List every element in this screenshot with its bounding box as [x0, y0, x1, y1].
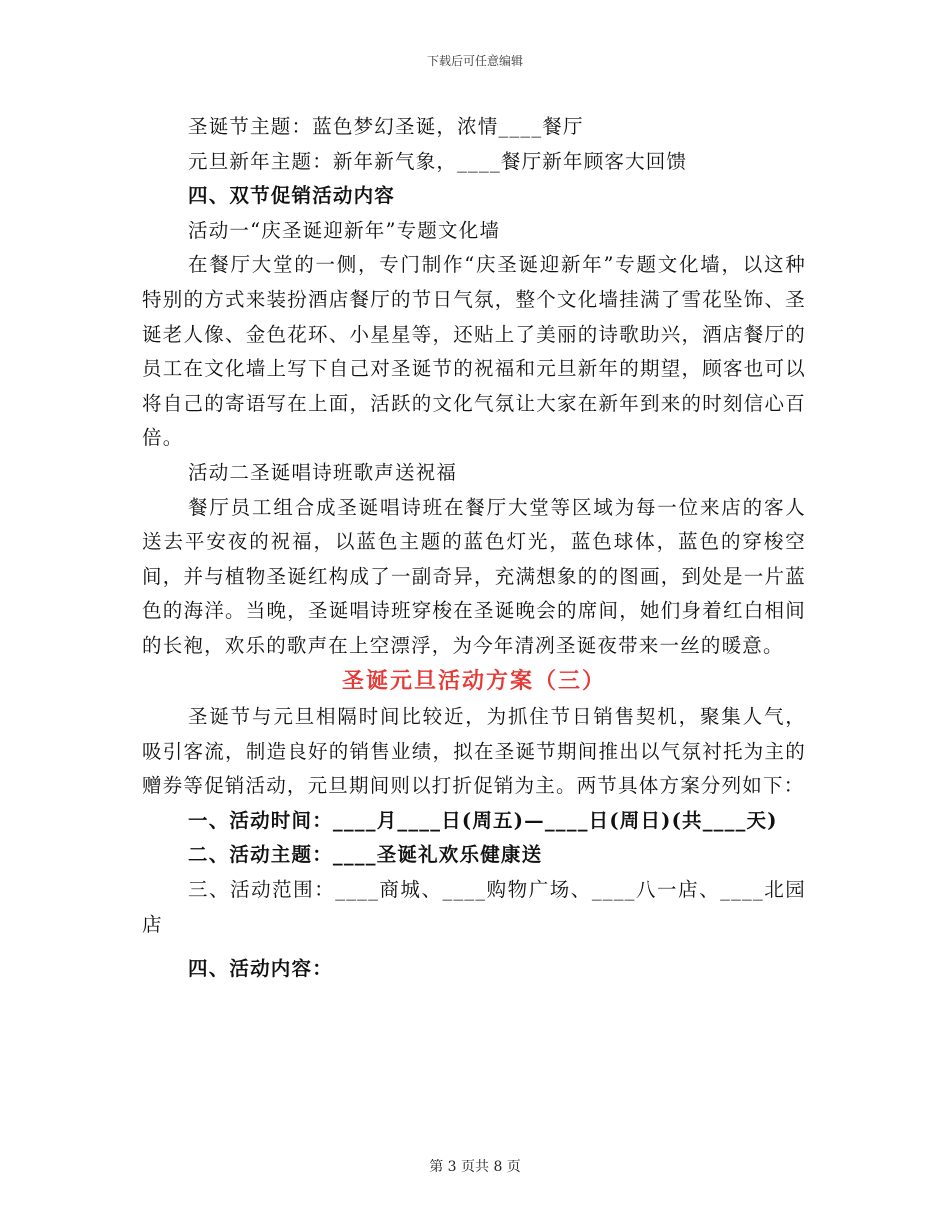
activity-two-paragraph: 餐厅员工组合成圣诞唱诗班在餐厅大堂等区域为每一位来店的客人送去平安夜的祝福，以蓝色主题的蓝色灯光，蓝色球体，蓝色的穿梭空间，并与植物圣诞红构成了一副奇异，充满想象的的图画，到处是一片蓝色的海洋。当晚，圣诞唱诗班穿梭在圣诞晚会的席间，她们身着红白相间的长袍，欢乐的歌声在上空漂浮，为今年清冽圣诞夜带来一丝的暖意。: [142, 495, 806, 657]
page-footer: 第 3 页共 8 页: [429, 1159, 521, 1175]
document-body: [142, 110, 806, 987]
plan-three-intro: 圣诞节与元旦相隔时间比较近，为抓住节日销售契机，聚集人气，吸引客流，制造良好的销售业绩，拟在圣诞节期间推出以气氛衬托为主的赠券等促销活动，元旦期间则以打折促销为主。两节具体方案分列如下：: [142, 705, 806, 798]
christmas-theme-line: 圣诞节主题：蓝色梦幻圣诞，浓情____餐厅: [188, 115, 584, 138]
activity-scope-line: 三、活动范围：____商城、____购物广场、____八一店、____北园店: [142, 878, 806, 936]
activity-time-line: 一、活动时间：____月____日(周五)—____日(周日)(共____天): [188, 808, 778, 832]
section-heading-promotions: 四、双节促销活动内容: [188, 184, 396, 208]
activity-one-paragraph: 在餐厅大堂的一侧，专门制作“庆圣诞迎新年”专题文化墙，以这种特别的方式来装扮酒店餐厅的节日气氛，整个文化墙挂满了雪花坠饰、圣诞老人像、金色花环、小星星等，还贴上了美丽的诗歌助兴，酒店餐厅的员工在文化墙上写下自己对圣诞节的祝福和元旦新年的期望，顾客也可以将自己的寄语写在上面，活跃的文化气氛让大家在新年到来的时刻信心百倍。: [142, 253, 806, 450]
new-year-theme-line: 元旦新年主题：新年新气象，____餐厅新年顾客大回馈: [188, 149, 688, 173]
page-header: 下载后可任意编辑: [426, 54, 523, 68]
activity-two-heading: 活动二圣诞唱诗班歌声送祝福: [188, 460, 458, 484]
activity-theme-line: 二、活动主题：____圣诞礼欢乐健康送: [188, 843, 543, 867]
plan-three-title: 圣诞元旦活动方案（三）: [341, 667, 606, 694]
activity-content-heading: 四、活动内容：: [188, 957, 333, 981]
activity-one-heading: 活动一“庆圣诞迎新年”专题文化墙: [188, 218, 501, 242]
